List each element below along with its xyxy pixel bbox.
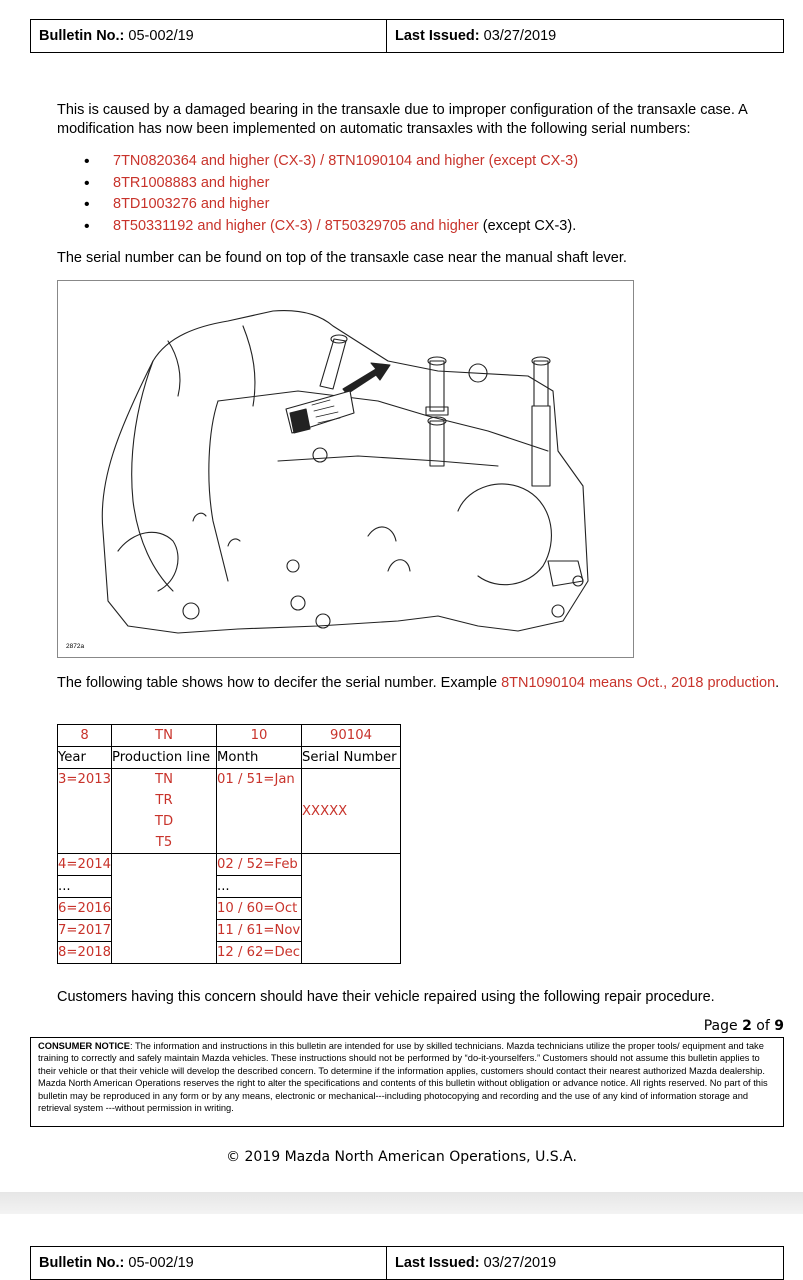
- year-cell: 6=2016: [58, 898, 112, 920]
- month-cell: 01 / 51=Jan: [217, 769, 302, 854]
- serial-list: [84, 151, 578, 237]
- bulletin-number: Bulletin No.: 05-002/19: [31, 1247, 387, 1279]
- table-intro: The following table shows how to decifer the serial number. Example 8TN1090104 means Oct., 2018 production.: [57, 675, 780, 691]
- intro-paragraph: This is caused by a damaged bearing in the transaxle due to improper configuration of the transaxle case. A modification has now been implemented on automatic transaxles with the following serial numbers:: [57, 102, 747, 137]
- line-cell: TN TR TD T5: [112, 769, 217, 854]
- header-month: Month: [217, 747, 302, 769]
- page-number: Page 2 of 9: [703, 1018, 784, 1034]
- month-cell: 10 / 60=Oct: [217, 898, 302, 920]
- year-cell: 8=2018: [58, 942, 112, 964]
- list-item: • 8TR1008883 and higher: [84, 173, 578, 195]
- figure-caption: 2872a: [66, 643, 85, 650]
- example-year: 8: [58, 725, 112, 747]
- serial-cell: XXXXX: [302, 769, 401, 854]
- list-item: • 8TD1003276 and higher: [84, 194, 578, 216]
- example-serial: 90104: [302, 725, 401, 747]
- copyright: © 2019 Mazda North American Operations, U.S.A.: [226, 1149, 577, 1165]
- serial-empty-cell: [302, 854, 401, 964]
- example-line: TN: [112, 725, 217, 747]
- consumer-notice: CONSUMER NOTICE: The information and instructions in this bulletin are intended for use by skilled technicians. Mazda technicians utilize the proper tools/ equipment and take training to correctly and safely maintain Mazda vehicles. These instructions should not be performed by “do-it-yourselfers.” Customers should not assume this bulletin applies to their vehicle or that their vehicle will develop the described concern. To determine if the information applies, customers should contact their nearest authorized Mazda dealership. Mazda North American Operations reserves the right to alter the specifications and contents of this bulletin without obligation or advance notice. All rights reserved. No part of this bulletin may be reproduced in any form or by any means, electronic or mechanical---including photocopying and recording and the use of any kind of information storage and retrieval system ---without permission in writing.: [30, 1037, 784, 1127]
- month-cell: ...: [217, 876, 302, 898]
- closing-paragraph: Customers having this concern should have their vehicle repaired using the following repair procedure.: [57, 989, 715, 1005]
- example-month: 10: [217, 725, 302, 747]
- list-item: • 7TN0820364 and higher (CX-3) / 8TN1090104 and higher (except CX-3): [84, 151, 578, 173]
- header-year: Year: [58, 747, 112, 769]
- list-item: • 8T50331192 and higher (CX-3) / 8T50329705 and higher (except CX-3).: [84, 216, 578, 238]
- year-cell: 3=2013: [58, 769, 112, 854]
- year-cell: ...: [58, 876, 112, 898]
- last-issued: Last Issued: 03/27/2019: [395, 1255, 557, 1271]
- bulletin-header: [30, 19, 784, 53]
- serial-decoder-table: [57, 724, 401, 964]
- header-serial: Serial Number: [302, 747, 401, 769]
- month-cell: 12 / 62=Dec: [217, 942, 302, 964]
- page-separator: [0, 1192, 803, 1214]
- month-cell: 11 / 61=Nov: [217, 920, 302, 942]
- month-cell: 02 / 52=Feb: [217, 854, 302, 876]
- year-cell: 7=2017: [58, 920, 112, 942]
- header-line: Production line: [112, 747, 217, 769]
- last-issued: Last Issued: 03/27/2019: [395, 28, 557, 44]
- location-note: The serial number can be found on top of the transaxle case near the manual shaft lever.: [57, 250, 627, 266]
- transaxle-illustration: [57, 280, 634, 658]
- year-cell: 4=2014: [58, 854, 112, 876]
- line-empty-cell: [112, 854, 217, 964]
- next-page-header: [30, 1246, 784, 1280]
- bulletin-number: Bulletin No.: 05-002/19: [31, 20, 387, 52]
